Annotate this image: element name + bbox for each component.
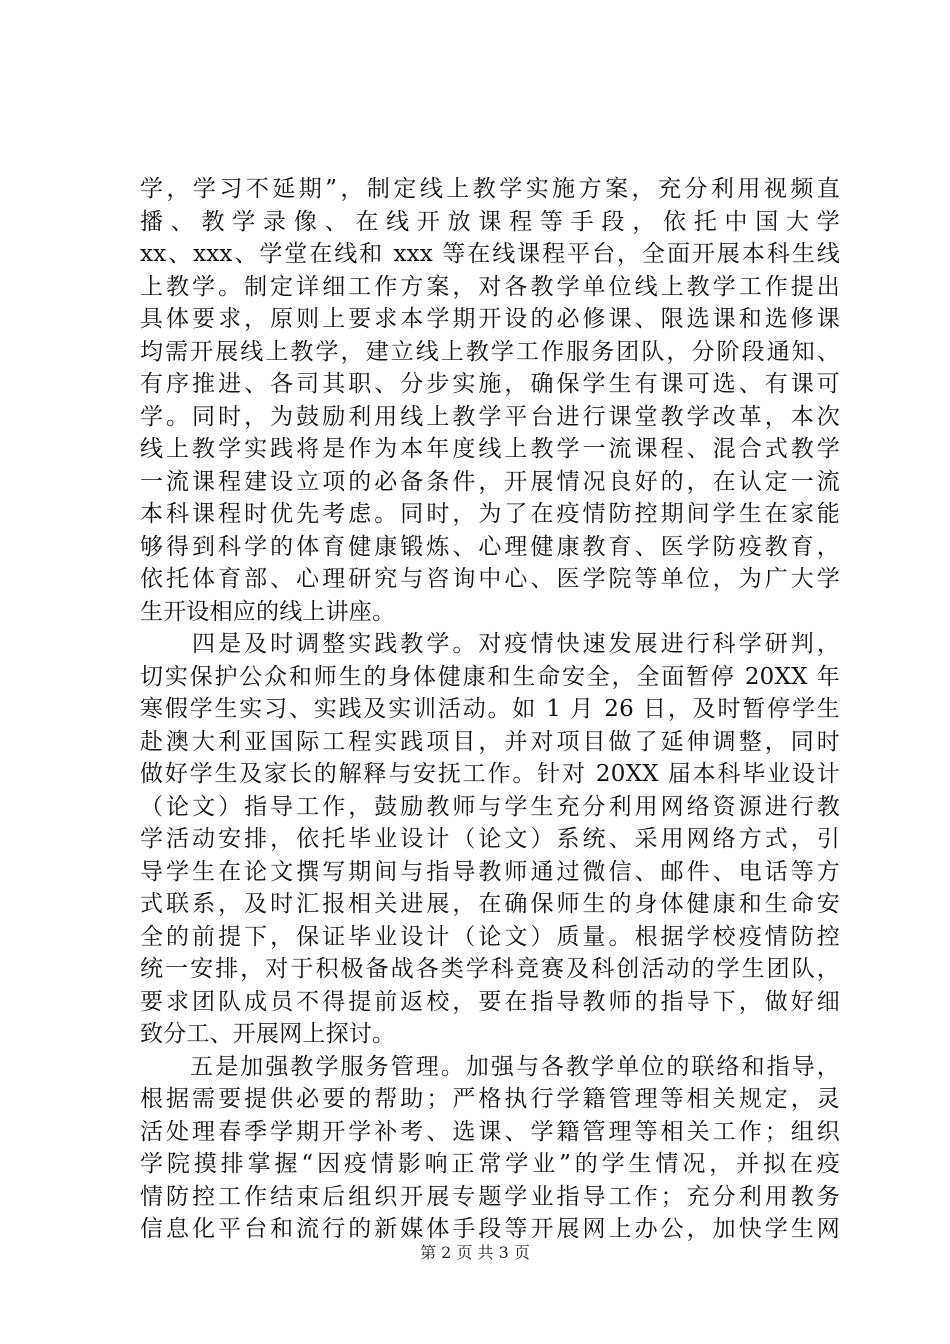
text-line: 要求团队成员不得提前返校，要在指导教师的指导下，做好细 [140,988,840,1015]
text-line: 生开设相应的线上讲座。 [140,598,396,625]
text-line: 均需开展线上教学，建立线上教学工作服务团队，分阶段通知、 [140,338,840,365]
text-line: 够得到科学的体育健康锻炼、心理健康教育、医学防疫教育， [140,533,840,560]
text-line: 依托体育部、心理研究与咨询中心、医学院等单位，为广大学 [140,566,840,592]
text-line: 有序推进、各司其职、分步实施，确保学生有课可选、有课可 [140,371,840,397]
text-line: 线上教学实践将是作为本年度线上教学一流课程、混合式教学 [140,436,840,462]
text-line: 统一安排，对于积极备战各类学科竞赛及科创活动的学生团队， [140,956,840,982]
text-line: 学，学习不延期”，制定线上教学实施方案，充分利用视频直 [140,176,840,202]
text-line: 本科课程时优先考虑。同时，为了在疫情防控期间学生在家能 [140,501,840,527]
text-line: 做好学生及家长的解释与安抚工作。针对 20XX 届本科毕业设计 [140,761,840,787]
text-line: 导学生在论文撰写期间与指导教师通过微信、邮件、电话等方 [140,858,840,885]
text-line: 寒假学生实习、实践及实训活动。如 1 月 26 日，及时暂停学生 [140,696,840,722]
text-line: 具体要求，原则上要求本学期开设的必修课、限选课和选修课 [140,306,840,332]
text-line: 式联系，及时汇报相关进展，在确保师生的身体健康和生命安 [140,891,840,917]
text-line: 五是加强教学服务管理。加强与各教学单位的联络和指导， [140,1053,840,1080]
text-line: xx、xxx、学堂在线和 xxx 等在线课程平台，全面开展本科生线 [140,241,840,267]
text-line: 学院摸排掌握“因疫情影响正常学业”的学生情况，并拟在疫 [140,1151,840,1177]
text-line: 学。同时，为鼓励利用线上教学平台进行课堂教学改革，本次 [140,403,840,430]
text-line: 致分工、开展网上探讨。 [140,1021,396,1047]
text-line: 切实保护公众和师生的身体健康和生命安全，全面暂停 20XX 年 [140,663,840,690]
text-line: 上教学。制定详细工作方案，对各教学单位线上教学工作提出 [140,273,840,300]
document-body [140,173,840,1246]
text-line: 根据需要提供必要的帮助；严格执行学籍管理等相关规定，灵 [140,1086,840,1112]
text-line: 信息化平台和流行的新媒体手段等开展网上办公，加快学生网 [140,1216,840,1242]
text-line: 情防控工作结束后组织开展专题学业指导工作；充分利用教务 [140,1183,840,1210]
text-line: 一流课程建设立项的必备条件，开展情况良好的，在认定一流 [140,468,840,495]
text-line: 全的前提下，保证毕业设计（论文）质量。根据学校疫情防控 [140,923,840,950]
text-line: 活处理春季学期开学补考、选课、学籍管理等相关工作；组织 [140,1118,840,1145]
page-footer: 第 2 页 共 3 页 [420,1243,530,1262]
text-line: 学活动安排，依托毕业设计（论文）系统、采用网络方式，引 [140,826,840,852]
text-line: 赴澳大利亚国际工程实践项目，并对项目做了延伸调整，同时 [140,728,840,755]
text-line: 四是及时调整实践教学。对疫情快速发展进行科学研判， [140,631,840,657]
text-line: （论文）指导工作，鼓励教师与学生充分利用网络资源进行教 [140,793,840,820]
text-line: 播、教学录像、在线开放课程等手段，依托中国大学 [140,208,840,235]
